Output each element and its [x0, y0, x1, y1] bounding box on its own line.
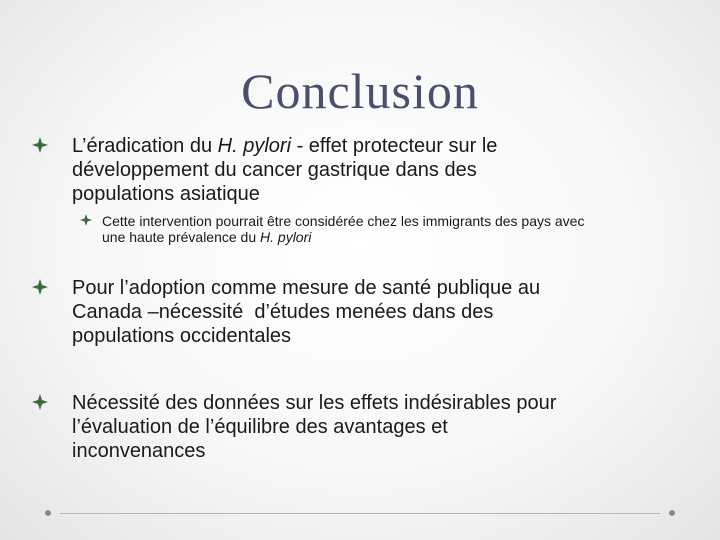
diamond-bullet-icon [32, 394, 48, 410]
bullet-item [32, 391, 672, 463]
bullet-text-line: populations asiatique [72, 183, 260, 205]
bullet-item [32, 276, 672, 348]
bullet-text [72, 276, 672, 348]
bullet-text-line: développement du cancer gastrique dans des [72, 159, 477, 181]
sub-bullet-text [102, 213, 680, 245]
bullet-text-part: - effet protecteur sur le [291, 135, 498, 157]
bullet-text-line: Canada –nécessité d’études menées dans des [72, 301, 494, 323]
sub-bullet-text-italic: H. pylori [260, 229, 312, 245]
bottom-divider [60, 513, 660, 514]
bullet-item [32, 134, 672, 206]
slide-title: Conclusion [241, 63, 479, 119]
sub-bullet-text-part: une haute prévalence du [102, 229, 261, 245]
diamond-bullet-icon [80, 214, 92, 226]
bullet-text-part: L’éradication du [72, 135, 218, 157]
bullet-text [72, 134, 672, 206]
diamond-bullet-icon [32, 137, 48, 153]
decorative-dot [669, 510, 675, 516]
bullet-text-line: Nécessité des données sur les effets indésirables pour [72, 392, 557, 414]
sub-bullet-text-line: Cette intervention pourrait être considérée chez les immigrants des pays avec [102, 213, 585, 229]
bullet-text-italic: H. pylori [217, 135, 292, 157]
decorative-dot [45, 510, 51, 516]
bullet-text-line: inconvenances [72, 440, 206, 462]
bullet-text-line: Pour l’adoption comme mesure de santé publique au [72, 277, 541, 299]
bullet-text-line: l’évaluation de l’équilibre des avantages et [72, 416, 448, 438]
bullet-text-line: populations occidentales [72, 325, 292, 347]
sub-bullet-item [80, 213, 680, 245]
bullet-text [72, 391, 672, 463]
diamond-bullet-icon [32, 279, 48, 295]
